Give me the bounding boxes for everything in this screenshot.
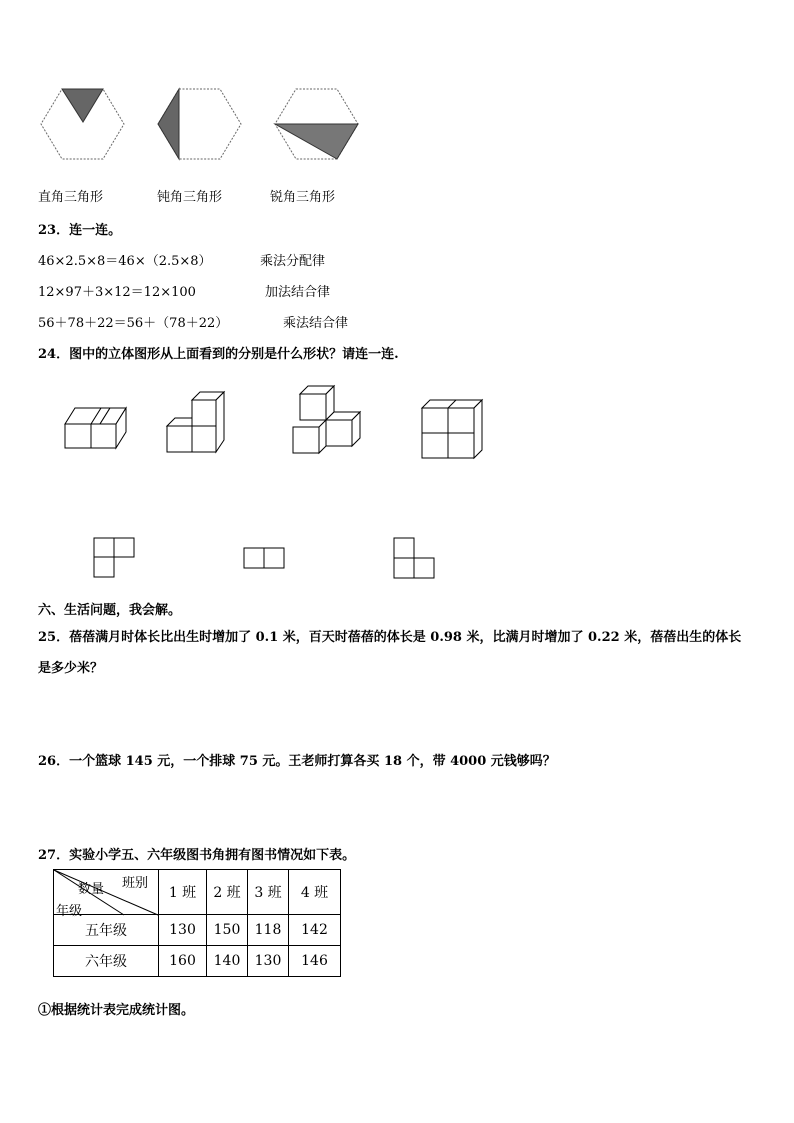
hexagon-label-acute: 锐角三角形	[270, 190, 336, 205]
hexagon-figures	[0, 0, 794, 180]
table-cell: 130	[248, 946, 289, 977]
row-label: 六年级	[54, 946, 159, 977]
table-corner-cell	[54, 870, 159, 919]
solid-3	[293, 386, 360, 453]
solid-4	[422, 400, 482, 458]
section6-title: 六、生活问题，我会解。	[38, 603, 182, 618]
q23-expr-3: 56＋78＋22＝56＋（78＋22）	[38, 316, 229, 331]
column-header: 4 班	[289, 870, 341, 915]
solid-1	[65, 408, 126, 448]
hexagon-right-triangle	[41, 89, 124, 159]
top-view-3	[394, 538, 434, 578]
table-cell: 150	[207, 915, 248, 946]
hexagon-label-right: 直角三角形	[38, 190, 104, 205]
q26-text: 26．一个篮球 145 元，一个排球 75 元。王老师打算各买 18 个，带 4000 元钱够吗？	[38, 754, 556, 769]
table-row	[54, 915, 341, 946]
q23-law-1: 乘法分配律	[260, 254, 326, 269]
corner-top: 班别	[122, 876, 149, 891]
q27-title: 27．实验小学五、六年级图书角拥有图书情况如下表。	[38, 848, 356, 863]
table-row	[54, 946, 341, 977]
q25-line2: 是多少米？	[38, 661, 104, 676]
table-cell: 118	[248, 915, 289, 946]
cube-figures	[0, 380, 794, 580]
row-label: 五年级	[54, 915, 159, 946]
top-view-1	[94, 538, 134, 577]
q25-line1: 25．蓓蓓满月时体长比出生时增加了 0.1 米，百天时蓓蓓的体长是 0.98 米，比满月时增加了 0.22 米，蓓蓓出生的体长	[38, 630, 742, 645]
q23-expr-2: 12×97＋3×12＝12×100	[38, 285, 196, 300]
q23-law-3: 乘法结合律	[283, 316, 349, 331]
q23-expr-1: 46×2.5×8＝46×（2.5×8）	[38, 254, 212, 269]
q24-title: 24．图中的立体图形从上面看到的分别是什么形状？请连一连.	[38, 347, 399, 362]
table-cell: 140	[207, 946, 248, 977]
column-header: 2 班	[207, 870, 248, 915]
top-view-2	[244, 548, 284, 568]
q23-title: 23．连一连。	[38, 223, 122, 238]
stat-table	[53, 869, 341, 977]
hexagon-label-obtuse: 钝角三角形	[157, 190, 223, 205]
corner-bottom: 年级	[56, 904, 83, 919]
table-cell: 146	[289, 946, 341, 977]
hexagon-obtuse-triangle	[158, 89, 241, 159]
column-header: 3 班	[248, 870, 289, 915]
table-cell: 142	[289, 915, 341, 946]
hexagon-acute-triangle	[275, 89, 358, 159]
table-cell: 130	[159, 915, 207, 946]
column-header: 1 班	[159, 870, 207, 915]
table-cell: 160	[159, 946, 207, 977]
q23-law-2: 加法结合律	[265, 285, 331, 300]
q27-task: ①根据统计表完成统计图。	[38, 1003, 195, 1018]
corner-middle: 数量	[78, 882, 105, 897]
solid-2	[167, 392, 224, 452]
